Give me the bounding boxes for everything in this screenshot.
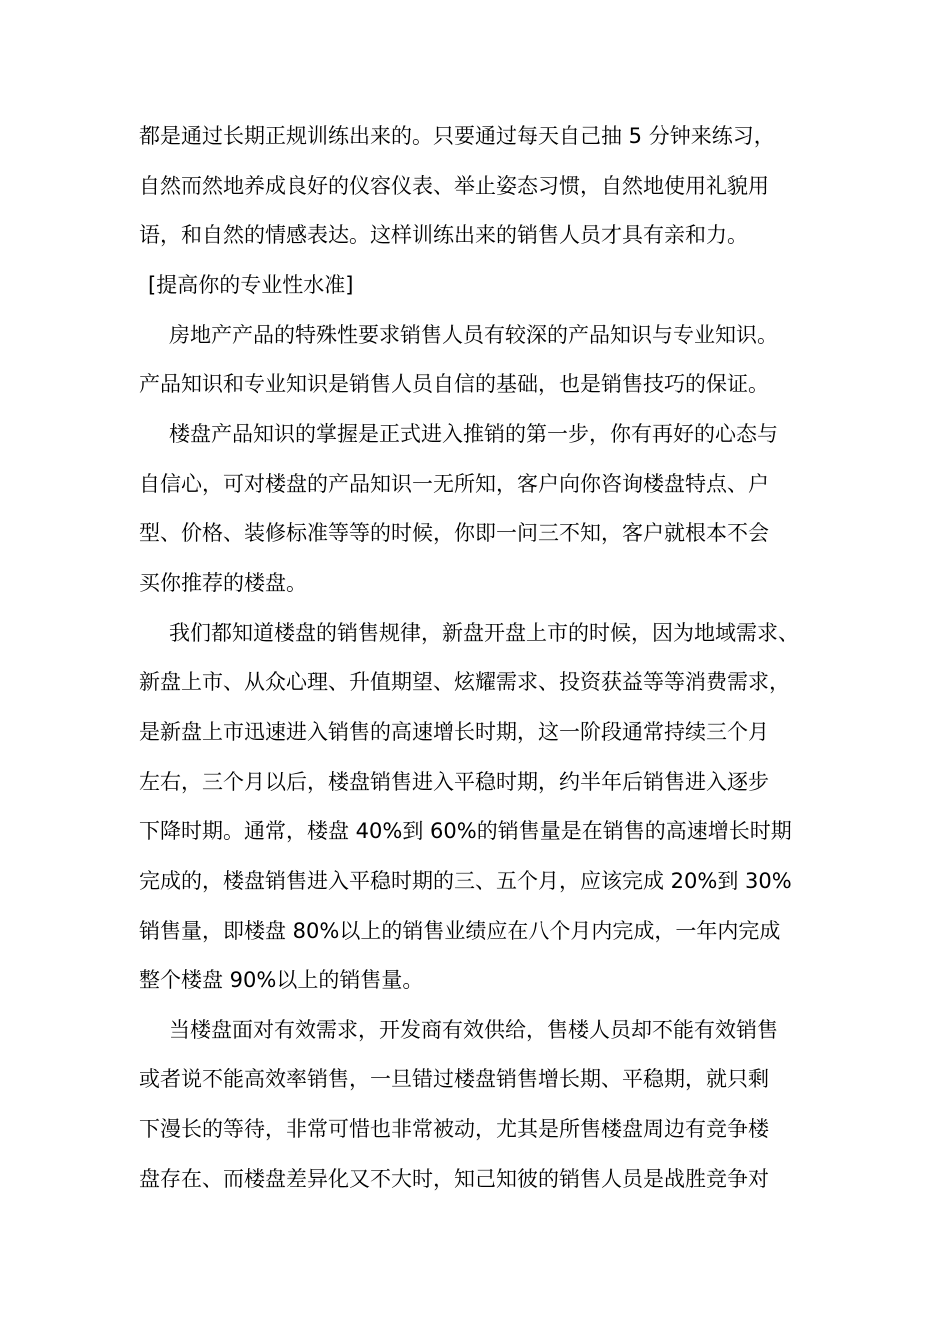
text-line-21: 下漫长的等待，非常可惜也非常被动，尤其是所售楼盘周边有竞争楼 (139, 1117, 769, 1141)
text-line-6: 产品知识和专业知识是销售人员自信的基础，也是销售技巧的保证。 (139, 372, 769, 396)
text-line-5: 房地产产品的特殊性要求销售人员有较深的产品知识与专业知识。 (169, 323, 778, 347)
text-line-2: 自然而然地养成良好的仪容仪表、举止姿态习惯，自然地使用礼貌用 (139, 174, 769, 198)
text-line-18: 整个楼盘 90%以上的销售量。 (139, 968, 424, 992)
text-line-13: 是新盘上市迅速进入销售的高速增长时期，这一阶段通常持续三个月 (139, 720, 769, 744)
text-line-1: 都是通过长期正规训练出来的。只要通过每天自己抽 5 分钟来练习， (139, 124, 775, 148)
text-line-11: 我们都知道楼盘的销售规律，新盘开盘上市的时候，因为地域需求、 (169, 621, 799, 645)
text-line-17: 销售量，即楼盘 80%以上的销售业绩应在八个月内完成，一年内完成 (139, 919, 781, 943)
text-line-12: 新盘上市、从众心理、升值期望、炫耀需求、投资获益等等消费需求， (139, 670, 790, 694)
text-line-15: 下降时期。通常，楼盘 40%到 60%的销售量是在销售的高速增长时期 (139, 819, 792, 843)
text-line-7: 楼盘产品知识的掌握是正式进入推销的第一步，你有再好的心态与 (169, 422, 778, 446)
text-line-10: 买你推荐的楼盘。 (139, 571, 307, 595)
text-line-8: 自信心，可对楼盘的产品知识一无所知，客户向你咨询楼盘特点、户 (139, 472, 769, 496)
text-line-19: 当楼盘面对有效需求，开发商有效供给，售楼人员却不能有效销售 (169, 1018, 778, 1042)
text-line-20: 或者说不能高效率销售，一旦错过楼盘销售增长期、平稳期，就只剩 (139, 1067, 769, 1091)
text-line-14: 左右，三个月以后，楼盘销售进入平稳时期，约半年后销售进入逐步 (139, 770, 769, 794)
text-line-9: 型、价格、装修标准等等的时候，你即一问三不知，客户就根本不会 (139, 521, 769, 545)
text-line-22: 盘存在、而楼盘差异化又不大时，知己知彼的销售人员是战胜竞争对 (139, 1167, 769, 1191)
section-heading: [提高你的专业性水准] (148, 273, 354, 297)
text-line-3: 语，和自然的情感表达。这样训练出来的销售人员才具有亲和力。 (139, 223, 748, 247)
text-line-16: 完成的，楼盘销售进入平稳时期的三、五个月，应该完成 20%到 30% (139, 869, 792, 893)
